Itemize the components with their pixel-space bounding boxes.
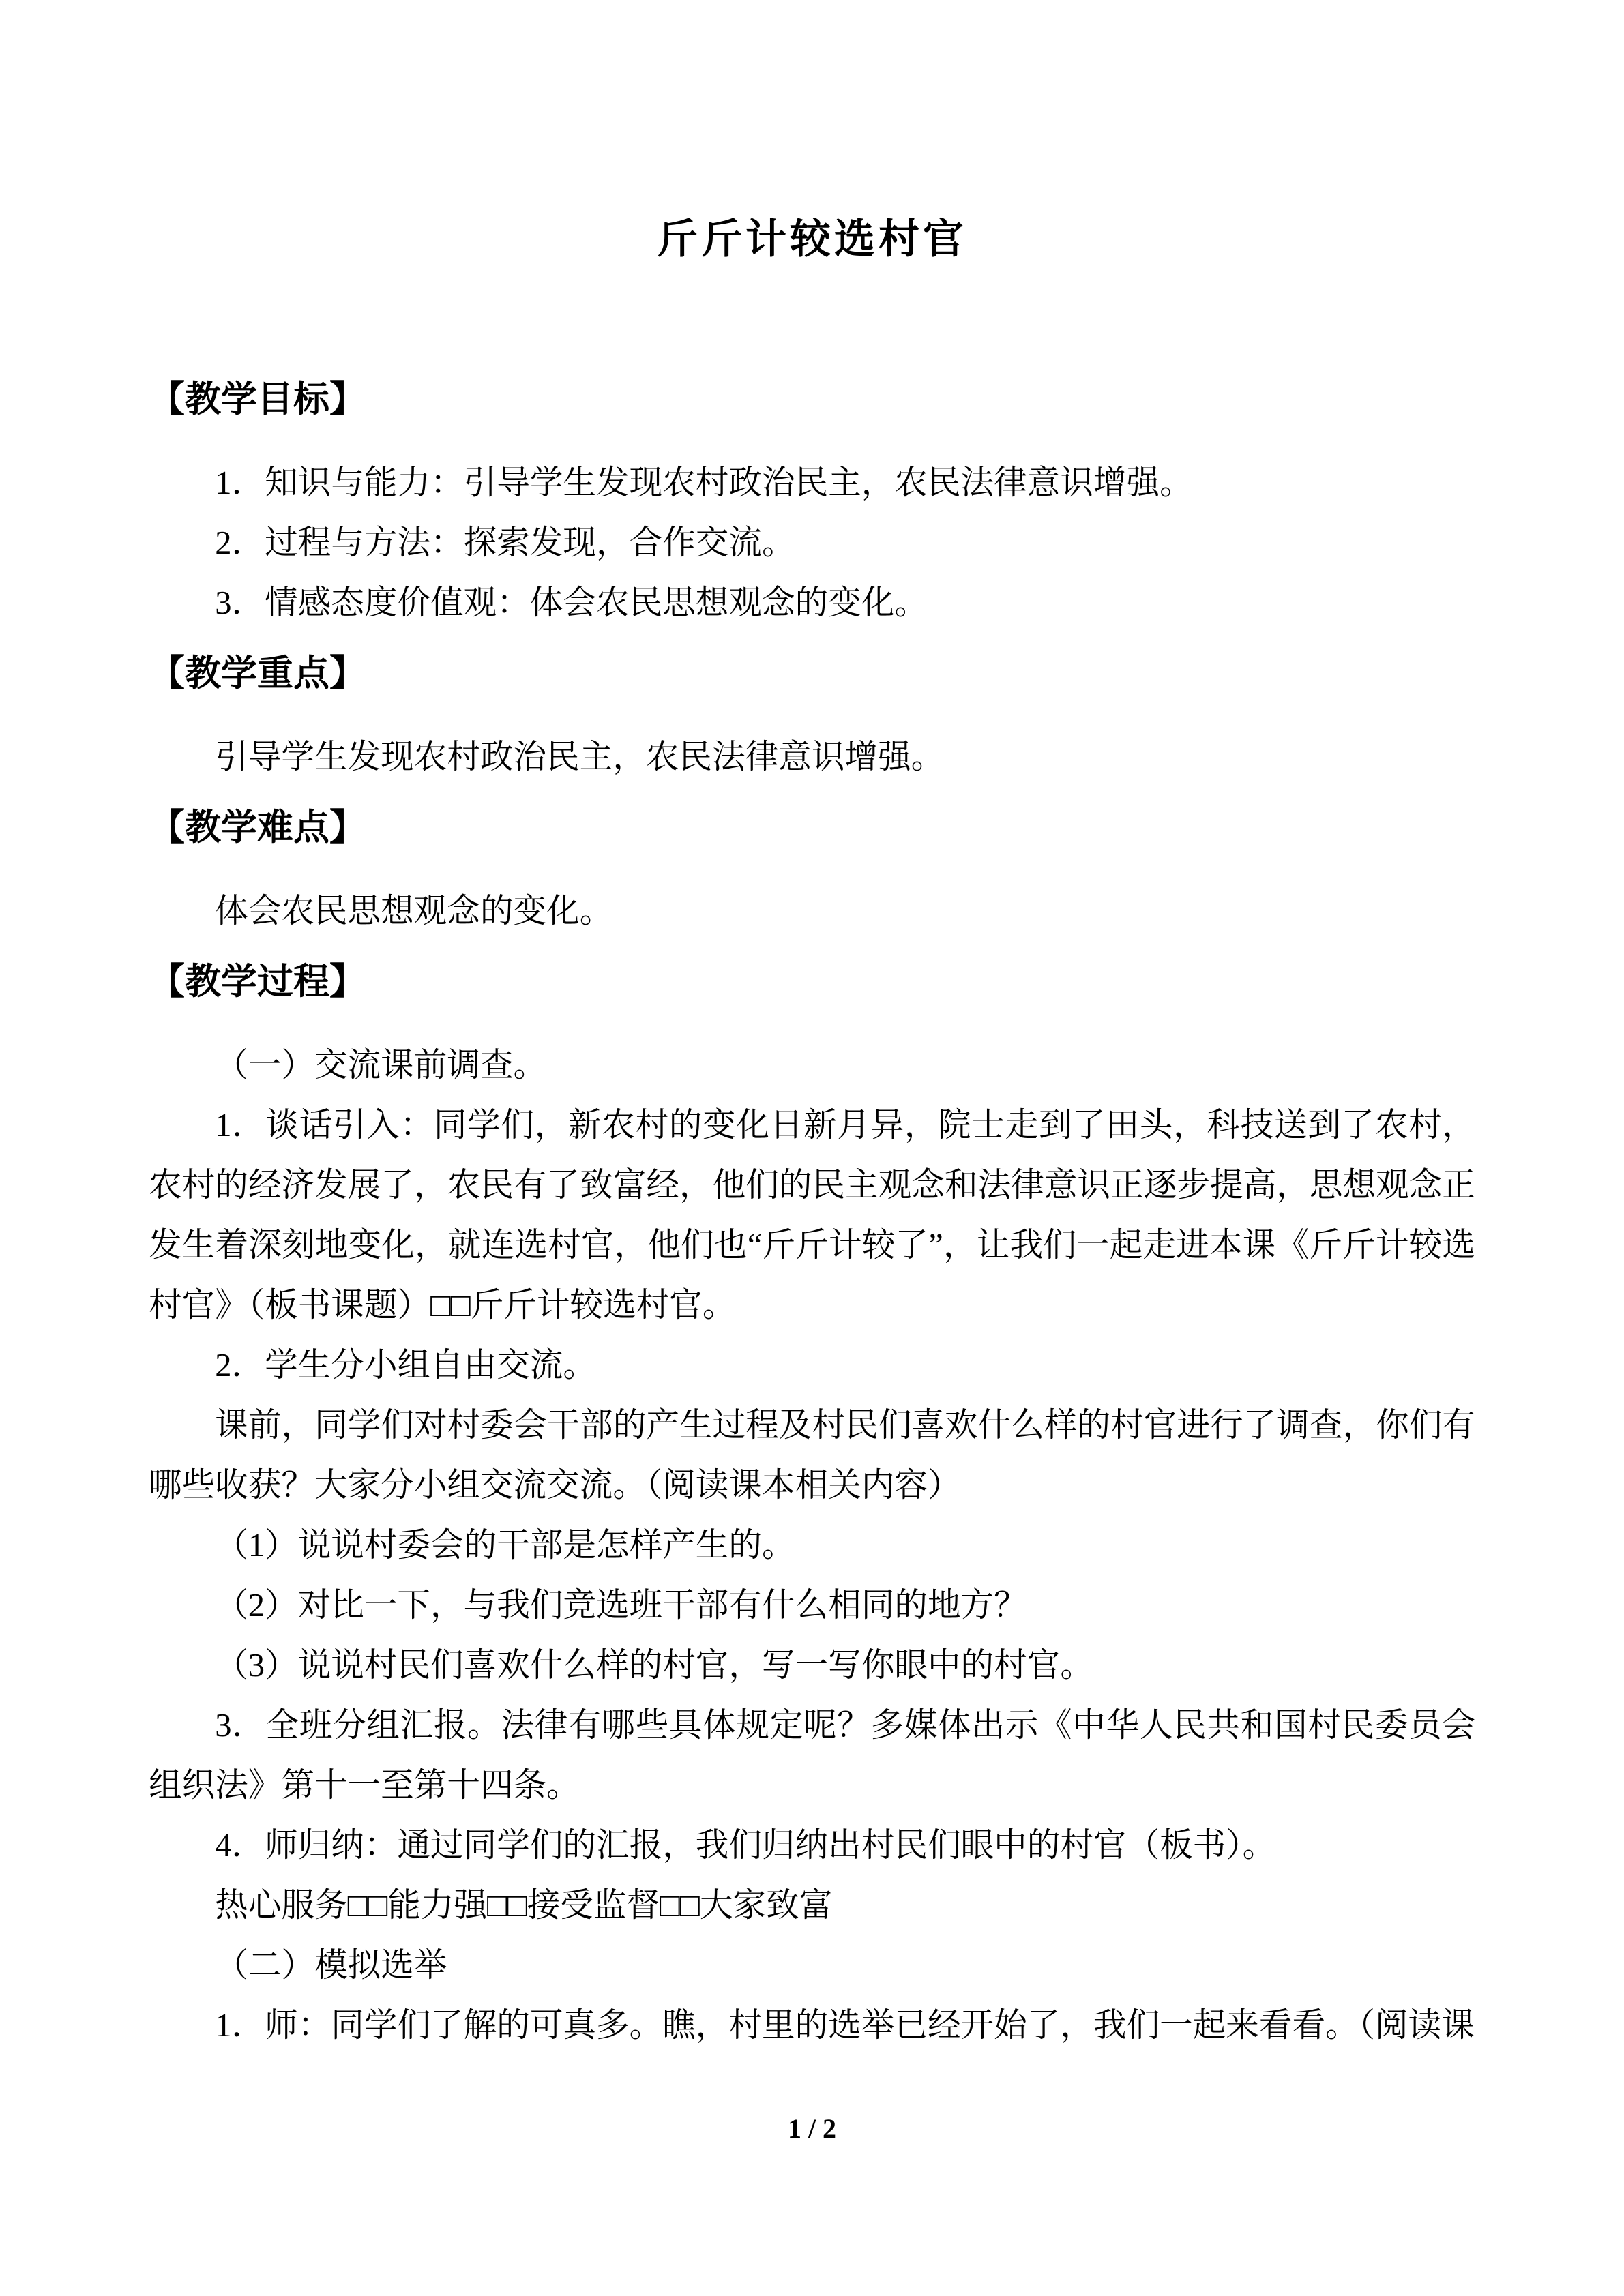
paragraph: （一）交流课前调查。 xyxy=(215,1047,547,1084)
section-heading: 【教学重点】 xyxy=(149,654,366,694)
paragraph: 热心服务□□能力强□□接受监督□□大家致富 xyxy=(215,1887,833,1924)
paragraph: 体会农民思想观念的变化。 xyxy=(215,893,613,929)
section-teaching-objectives xyxy=(149,378,1475,633)
paragraph: 课前，同学们对村委会干部的产生过程及村民们喜欢什么样的村官进行了调查，你们有哪些收获？大家分小组交流交流。（阅读课本相关内容） xyxy=(149,1407,1475,1504)
paragraph: （二）模拟选举 xyxy=(215,1947,447,1984)
section-heading: 【教学目标】 xyxy=(149,380,366,419)
section-heading: 【教学难点】 xyxy=(149,808,366,848)
paragraph: 3．情感态度价值观：体会农民思想观念的变化。 xyxy=(215,584,928,621)
paragraph: 1．知识与能力：引导学生发现农村政治民主，农民法律意识增强。 xyxy=(215,464,1193,501)
paragraph: 2．过程与方法：探索发现，合作交流。 xyxy=(215,524,795,561)
paragraph: 3．全班分组汇报。法律有哪些具体规定呢？多媒体出示《中华人民共和国村民委员会组织法》第十一至第十四条。 xyxy=(149,1707,1475,1804)
paragraph: 2．学生分小组自由交流。 xyxy=(215,1347,597,1384)
section-teaching-key-points xyxy=(149,652,1475,787)
section-heading: 【教学过程】 xyxy=(149,962,366,1002)
paragraph: 1．师：同学们了解的可真多。瞧，村里的选举已经开始了，我们一起来看看。（阅读课 xyxy=(215,2007,1475,2044)
paragraph: （1）说说村委会的干部是怎样产生的。 xyxy=(215,1527,795,1564)
section-teaching-difficulties xyxy=(149,806,1475,941)
paragraph: 引导学生发现农村政治民主，农民法律意识增强。 xyxy=(215,739,945,775)
page-number: 1 / 2 xyxy=(787,2113,837,2144)
document-title xyxy=(149,217,1475,262)
paragraph: 4．师归纳：通过同学们的汇报，我们归纳出村民们眼中的村官（板书）。 xyxy=(215,1827,1276,1864)
document-title-text: 斤斤计较选村官 xyxy=(657,217,967,262)
paragraph: 1．谈话引入：同学们，新农村的变化日新月异，院士走到了田头，科技送到了农村，农村的经济发展了，农民有了致富经，他们的民主观念和法律意识正逐步提高，思想观念正发生着深刻地变化，就连选村官，他们也“斤斤计较了”，让我们一起走进本课《斤斤计较选村官》（板书课题）□□斤斤计较选村官。 xyxy=(149,1107,1475,1324)
section-teaching-process xyxy=(149,960,1475,2055)
paragraph: （2）对比一下，与我们竞选班干部有什么相同的地方？ xyxy=(215,1587,1027,1624)
paragraph: （3）说说村民们喜欢什么样的村官，写一写你眼中的村官。 xyxy=(215,1647,1093,1684)
